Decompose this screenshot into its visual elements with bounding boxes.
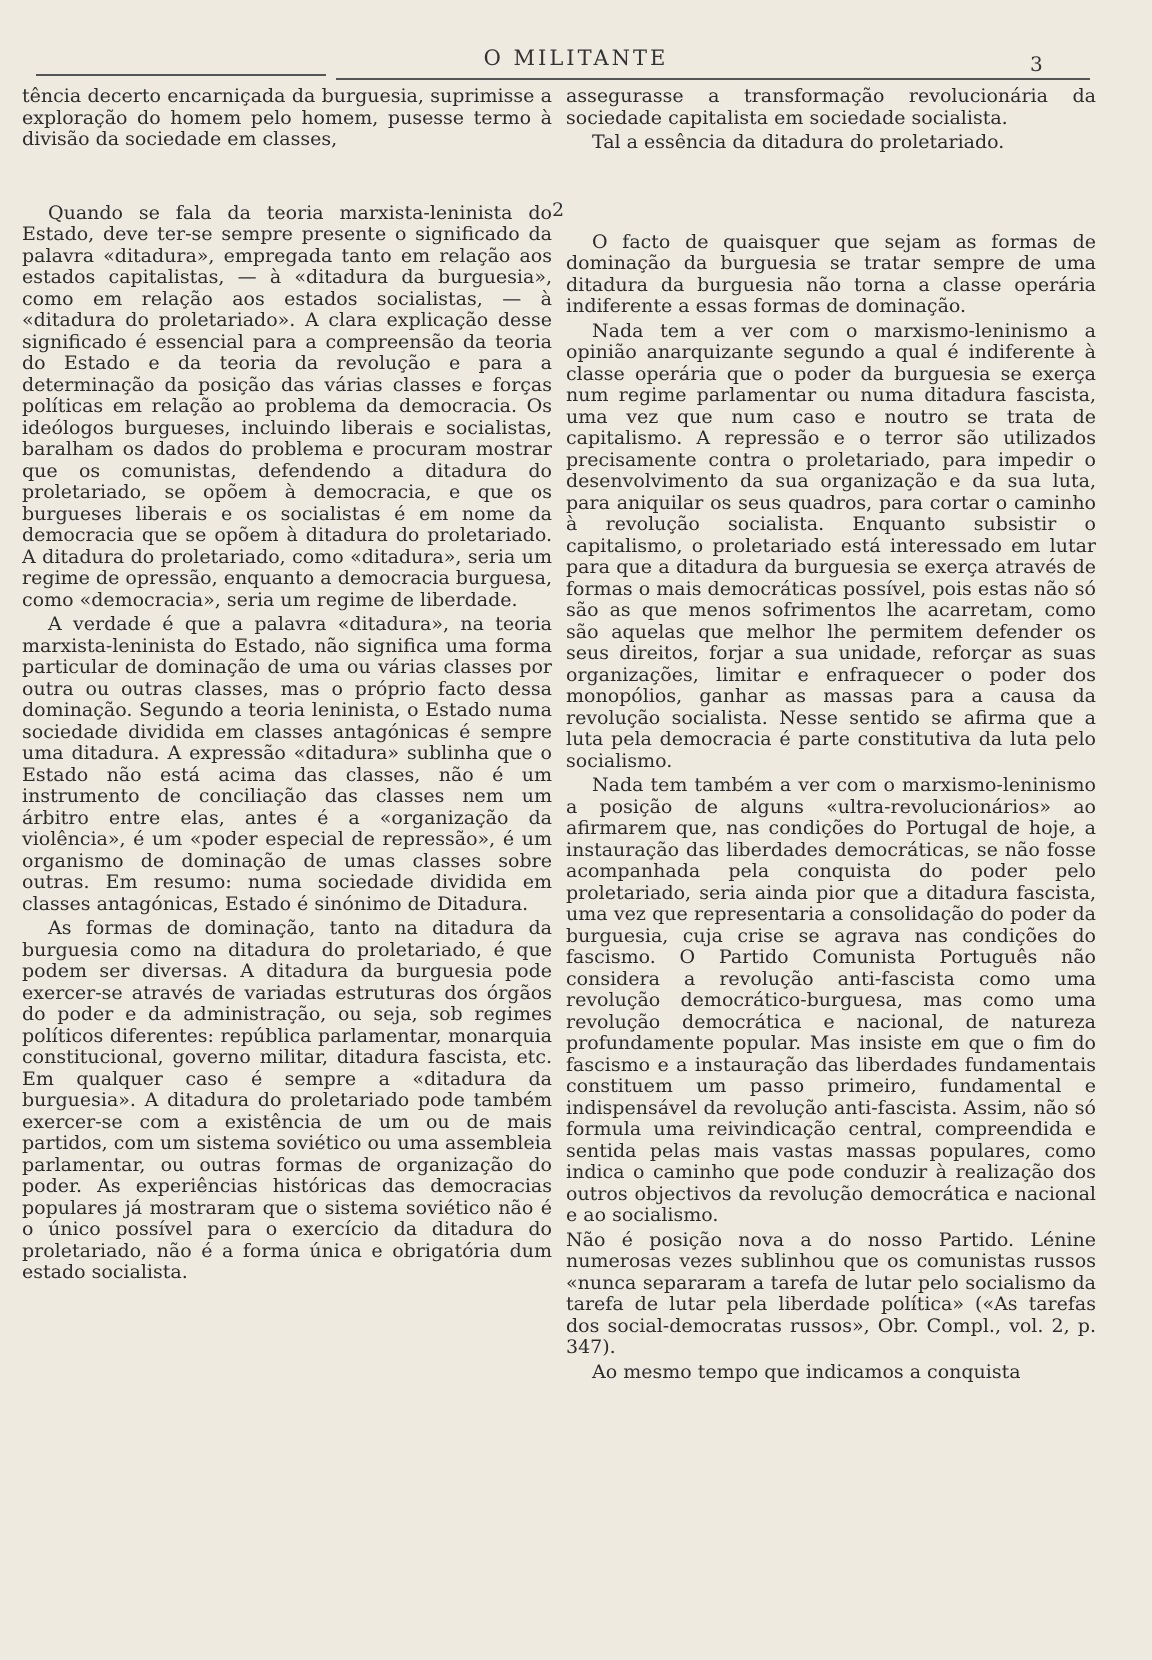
left-paragraph: As formas de dominação, tanto na ditadura da burguesia como na ditadura do proletariado, é que podem ser diversas. A ditadura da burguesia pode exercer-se através de variadas estruturas dos órgãos do poder e da administração, ou seja, sob regimes políticos diferentes: república parlamentar, monarquia constitucional, governo militar, ditadura fascista, etc. Em qualquer caso é sempre a «ditadura da burguesia». A ditadura do proletariado pode também exercer-se com a existência de um ou de mais partidos, com um sistema soviético ou uma assembleia parlamentar, ou outras formas de organização do poder. As experiências históricas das democracias populares já mostraram que o sistema soviético não é o único possível para o exercício da ditadura do proletariado, não é a forma única e obrigatória dum estado socialista.: [22, 917, 552, 1283]
left-column: [22, 86, 552, 1284]
left-paragraph: A verdade é que a palavra «ditadura», na teoria marxista-leninista do Estado, não significa uma forma particular de dominação de uma ou várias classes por outra ou outras classes, mas o próprio facto dessa dominação. Segundo a teoria leninista, o Estado numa sociedade dividida em classes antagónicas é sempre uma ditadura. A expressão «ditadura» sublinha que o Estado não está acima das classes, não é um instrumento de conciliação das classes nem um árbitro entre elas, antes é a «organização da violência», é um «poder especial de repressão», é um organismo de dominação de umas classes sobre outras. Em resumo: numa sociedade dividida em classes antagónicas, Estado é sinónimo de Ditadura.: [22, 613, 552, 915]
page-header: [0, 46, 1152, 82]
section-gap: [22, 151, 552, 203]
right-paragraph: Nada tem a ver com o marxismo-leninismo a opinião anarquizante segundo a qual é indiferente à classe operária que o poder da burguesia se exerça num regime parlamentar ou numa ditadura fascista, uma vez que num caso e noutro se trata de capitalismo. A repressão e o terror são utilizados precisamente contra o proletariado, para impedir o desenvolvimento da sua organização e da sua luta, para aniquilar os seus quadros, para cortar o caminho à revolução socialista. Enquanto subsistir o capitalismo, o proletariado está interessado em lutar para que a ditadura da burguesia se exerça através de formas o mais democráticas possível, pois estas não só são as que menos sofrimentos lhe acarretam, como são aquelas que melhor lhe permitem defender os seus direitos, forjar a sua unidade, reforçar as suas organizações, limitar e enfraquecer o poder dos monopólios, ganhar as massas para a causa da revolução socialista. Nesse sentido se afirma que a luta pela democracia é parte constitutiva da luta pelo socialismo.: [566, 319, 1096, 772]
page-number: 3: [1030, 52, 1043, 76]
right-paragraph: O facto de quaisquer que sejam as formas de dominação da burguesia se tratar sempre de uma ditadura da burguesia não torna a classe operária indiferente a essas formas de dominação.: [566, 230, 1096, 317]
header-rule-right: [336, 78, 1090, 80]
right-column: [566, 86, 1096, 1383]
header-rule-left: [36, 74, 326, 76]
section-number: 2: [552, 199, 565, 221]
right-paragraph: Nada tem também a ver com o marxismo-leninismo a posição de alguns «ultra-revolucionários» ao afirmarem que, nas condições do Portugal de hoje, a instauração das liberdades democráticas, se não fosse acompanhada pela conquista do poder pelo proletariado, seria ainda pior que a ditadura fascista, uma vez que representaria a consolidação do poder da burguesia, cuja crise se agrava nas condições do fascismo. O Partido Comunista Português não considera a revolução anti-fascista como uma revolução democrático-burguesa, mas como uma revolução democrática e nacional, de natureza profundamente popular. Mas insiste em que o fim do fascismo e a instauração das liberdades fundamentais constituem um passo primeiro, fundamental e indispensável da revolução anti-fascista. Assim, não só formula uma reivindicação central, compreendida e sentida pelas mais vastas massas populares, como indica o caminho que pode conduzir à realização dos outros objectivos da revolução democrática e nacional e ao socialismo.: [566, 774, 1096, 1226]
publication-title: O MILITANTE: [483, 46, 669, 70]
left-paragraph-continuation: tência decerto encarniçada da burguesia, suprimisse a exploração do homem pelo homem, pusesse termo à divisão da sociedade em classes,: [22, 85, 552, 150]
right-paragraph: Tal a essência da ditadura do proletariado.: [592, 131, 1005, 153]
section-gap: [566, 154, 1096, 232]
right-paragraph-continuation: assegurasse a transformação revolucionária da sociedade capitalista em sociedade socialista.: [566, 85, 1096, 129]
right-paragraph: Ao mesmo tempo que indicamos a conquista: [592, 1360, 1021, 1383]
left-paragraph: Quando se fala da teoria marxista-leninista do Estado, deve ter-se sempre presente o significado da palavra «ditadura», empregada tanto em relação aos estados capitalistas, — à «ditadura da burguesia», como em relação aos estados socialistas, — à «ditadura do proletariado». A clara explicação desse significado é essencial para a compreensão da teoria do Estado e da teoria da revolução e para a determinação da posição das várias classes e forças políticas em relação ao problema da democracia. Os ideólogos burgueses, incluindo liberais e socialistas, baralham os dados do problema e procuram mostrar que os comunistas, defendendo a ditadura do proletariado, se opõem à democracia, e que os burgueses liberais e os socialistas é em nome da democracia que se opõem à ditadura do proletariado. A ditadura do proletariado, como «ditadura», seria um regime de opressão, enquanto a democracia burguesa, como «democracia», seria um regime de liberdade.: [22, 201, 552, 611]
right-paragraph: Não é posição nova a do nosso Partido. Lénine numerosas vezes sublinhou que os comunistas russos «nunca separaram a tarefa de lutar pelo socialismo da tarefa de lutar pela liberdade política» («As tarefas dos social-democratas russos», Obr. Compl., vol. 2, p. 347).: [566, 1228, 1096, 1358]
